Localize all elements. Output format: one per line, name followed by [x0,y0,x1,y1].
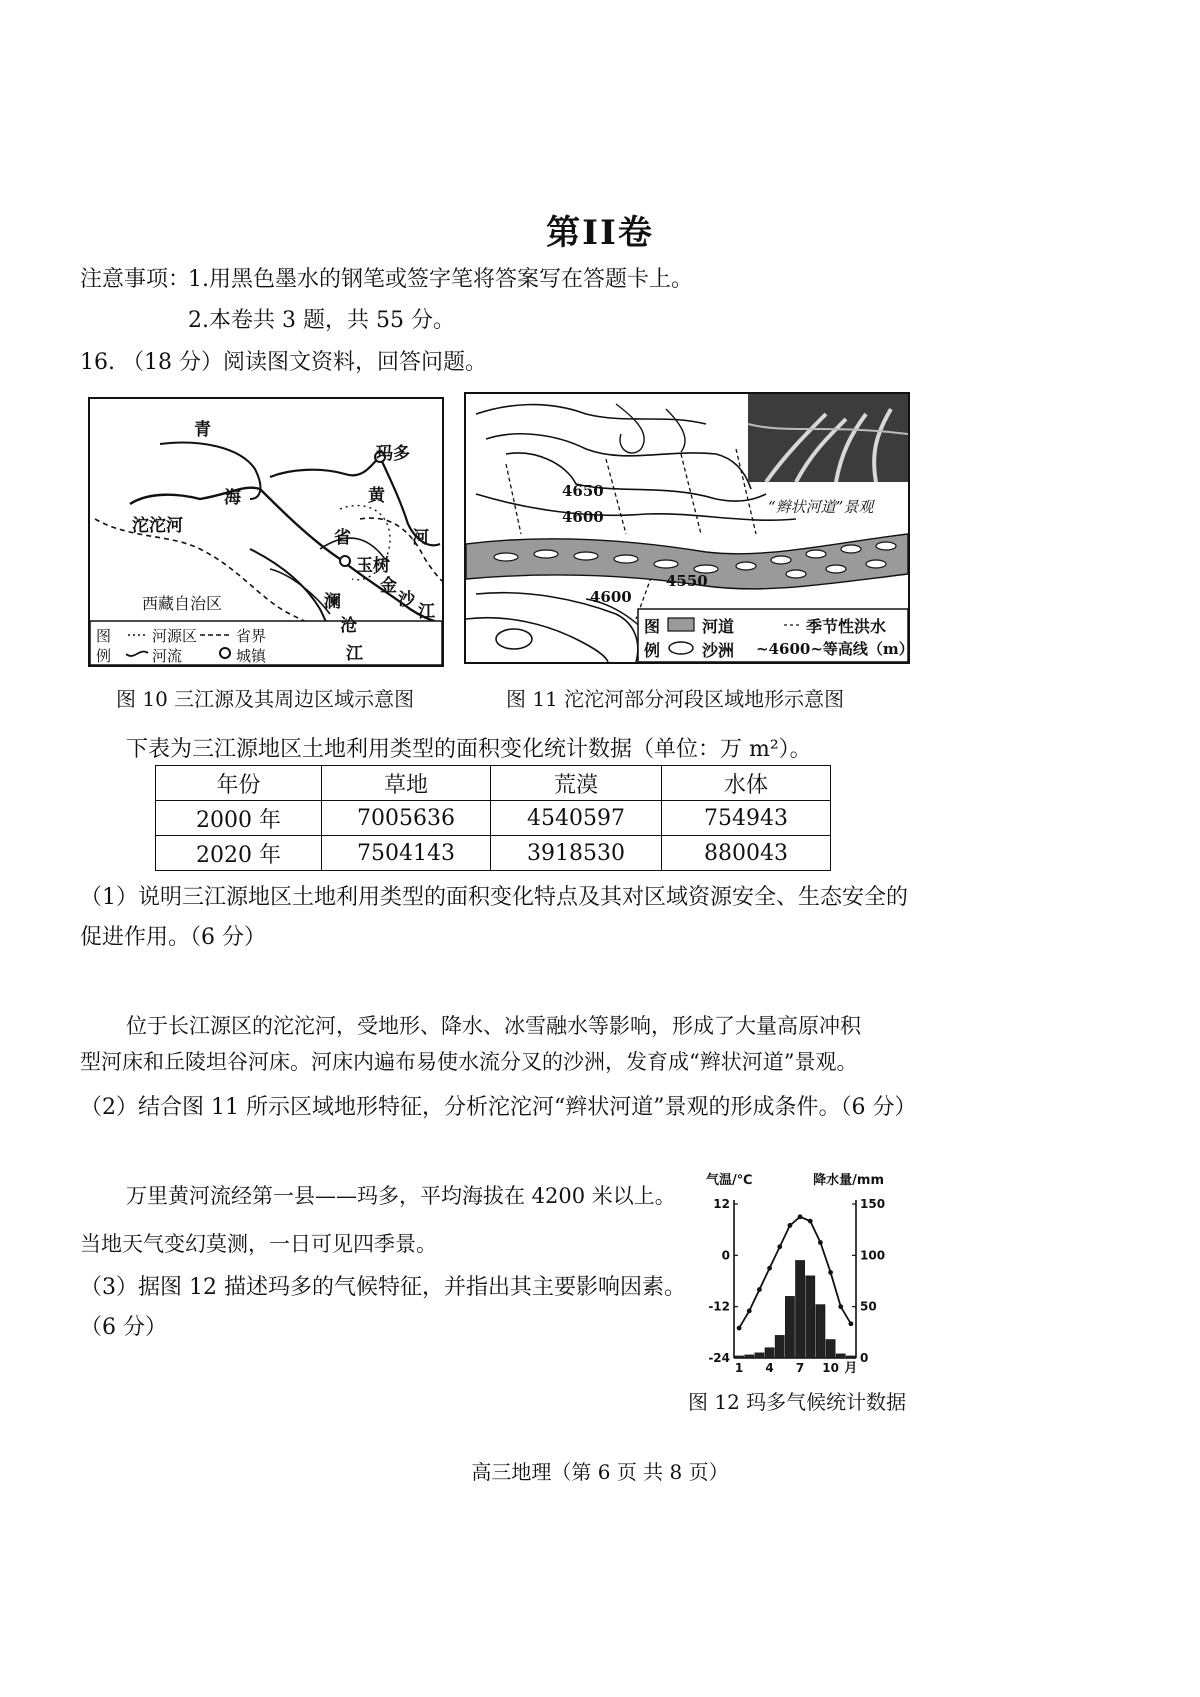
temperature-point [777,1244,782,1249]
temperature-point [818,1240,823,1245]
label-madou: 玛多 [376,444,410,464]
precip-bar [765,1348,774,1358]
label-sha: 沙 [398,590,415,610]
question-1-line-1: （1）说明三江源地区土地利用类型的面积变化特点及其对区域资源安全、生态安全的 [80,885,908,910]
figure-10-map [88,397,444,667]
label-he: 河 [412,528,429,548]
photo-caption: “辫状河道”景观 [768,498,874,516]
cell-desert: 3918530 [491,836,662,871]
figure-10-caption: 图 10 三江源及其周边区域示意图 [116,687,415,711]
precip-bar [846,1356,855,1358]
page-title: 第II卷 [546,213,654,253]
climate-chart [690,1168,910,1378]
temperature-line [739,1217,851,1328]
notice-label: 注意事项： [80,267,191,292]
x-tick-label: 4 [765,1361,774,1375]
temperature-point [757,1287,762,1292]
label-yushu: 玉树 [356,556,390,576]
notice-item-2: 2.本卷共 3 题，共 55 分。 [188,308,455,333]
precip-bar [745,1355,754,1358]
legend-tu: 图 [96,627,112,645]
contour-label-4600-upper: 4600 [562,508,604,526]
header-desert: 荒漠 [491,766,662,801]
figure-11-caption: 图 11 沱沱河部分河段区域地形示意图 [506,687,845,711]
paragraph-2-line-1: 位于长江源区的沱沱河，受地形、降水、冰雪融水等影响，形成了大量高原冲积 [126,1014,861,1038]
cell-year: 2000 年 [156,801,322,836]
page-footer: 高三地理（第 6 页 共 8 页） [471,1460,729,1484]
x-axis-label: 月 [844,1361,858,1376]
cell-desert: 4540597 [491,801,662,836]
cell-water: 754943 [662,801,831,836]
question-1-line-2: 促进作用。（6 分） [80,925,266,950]
precip-bar [826,1340,835,1358]
figure-12-caption: 图 12 玛多气候统计数据 [688,1390,907,1414]
legend-province-border: 省界 [236,627,267,645]
header-water: 水体 [662,766,831,801]
precip-bar [755,1353,764,1358]
legend-tu: 图 [644,617,661,636]
label-xizang: 西藏自治区 [142,594,223,613]
label-lan: 澜 [324,592,341,612]
x-tick-label: 7 [795,1361,805,1375]
legend-river: 河流 [152,647,183,665]
paragraph-2-line-2: 型河床和丘陵坦谷河床。河床内遍布易使水流分叉的沙洲，发育成“辫状河道”景观。 [80,1050,858,1074]
y-axis-right-label: 降水量/mm [813,1173,884,1188]
temperature-point [828,1270,833,1275]
y-tick-label-right: 0 [860,1351,869,1365]
precip-bar [836,1354,845,1358]
x-tick-label: 1 [734,1361,744,1375]
temperature-point [767,1266,772,1271]
label-jiang2: 江 [346,644,363,664]
temperature-point [838,1304,843,1309]
label-jiang: 江 [418,602,435,622]
header-grassland: 草地 [322,766,491,801]
label-qing: 青 [194,420,211,440]
contour-label-4600-lower: 4600 [590,588,632,606]
notice-item-1: 1.用黑色墨水的钢笔或签字笔将答案写在答题卡上。 [188,267,693,292]
table-header-row [156,766,831,801]
question-3-line-1: （3）据图 12 描述玛多的气候特征，并指出其主要影响因素。 [80,1275,686,1300]
precip-bar [735,1356,744,1358]
precip-bar [806,1276,815,1358]
label-jin: 金 [380,576,397,596]
legend-channel: 河道 [702,617,735,636]
label-hai: 海 [224,488,241,508]
y-tick-label-right: 100 [860,1248,886,1263]
cell-grassland: 7005636 [322,801,491,836]
question-2: （2）结合图 11 所示区域地形特征，分析沱沱河“辫状河道”景观的形成条件。（6 分） [80,1095,917,1120]
y-tick-label-left: -12 [708,1299,730,1314]
paragraph-3-line-2: 当地天气变幻莫测，一日可见四季景。 [80,1232,437,1256]
temperature-point [798,1214,803,1219]
y-axis-left-label: 气温/℃ [706,1173,753,1188]
land-use-table [155,765,831,871]
temperature-point [747,1309,752,1314]
precip-bar [816,1305,825,1358]
y-tick-label-left: 12 [713,1197,730,1211]
legend-town: 城镇 [236,647,267,665]
legend-river-source: 河源区 [152,627,198,645]
temperature-point [849,1321,854,1326]
contour-label-4650: 4650 [562,482,604,500]
cell-water: 880043 [662,836,831,871]
x-tick-label: 10 [822,1361,839,1375]
legend-seasonal-flood: 季节性洪水 [806,617,887,636]
label-cang: 沧 [340,616,357,636]
paragraph-3-line-1: 万里黄河流经第一县——玛多，平均海拔在 4200 米以上。 [126,1184,676,1208]
y-tick-label-left: -24 [708,1351,730,1365]
legend-contour: ~4600~等高线（m） [756,640,914,658]
label-huang: 黄 [368,486,385,506]
question-16-intro: 16. （18 分）阅读图文资料，回答问题。 [80,350,487,375]
temperature-point [788,1223,793,1228]
contour-label-4550: 4550 [666,572,708,590]
label-sheng: 省 [334,528,351,548]
figure-11-terrain [464,392,914,664]
header-year: 年份 [156,766,322,801]
table-intro: 下表为三江源地区土地利用类型的面积变化统计数据（单位：万 m²）。 [126,737,812,762]
cell-year: 2020 年 [156,836,322,871]
temperature-point [737,1326,742,1331]
legend-sandbar: 沙洲 [702,641,735,660]
precip-bar [785,1296,794,1358]
precip-bar [775,1335,784,1358]
precip-bar [796,1260,805,1358]
question-3-line-2: （6 分） [80,1315,167,1340]
y-tick-label-left: 0 [721,1248,730,1263]
legend-li: 例 [644,641,661,660]
legend-li: 例 [96,647,112,665]
table-row [156,836,831,871]
temperature-point [808,1219,813,1224]
y-tick-label-right: 50 [860,1299,877,1314]
y-tick-label-right: 150 [860,1197,886,1211]
label-tuotuohe: 沱沱河 [132,516,183,536]
cell-grassland: 7504143 [322,836,491,871]
table-row [156,801,831,836]
